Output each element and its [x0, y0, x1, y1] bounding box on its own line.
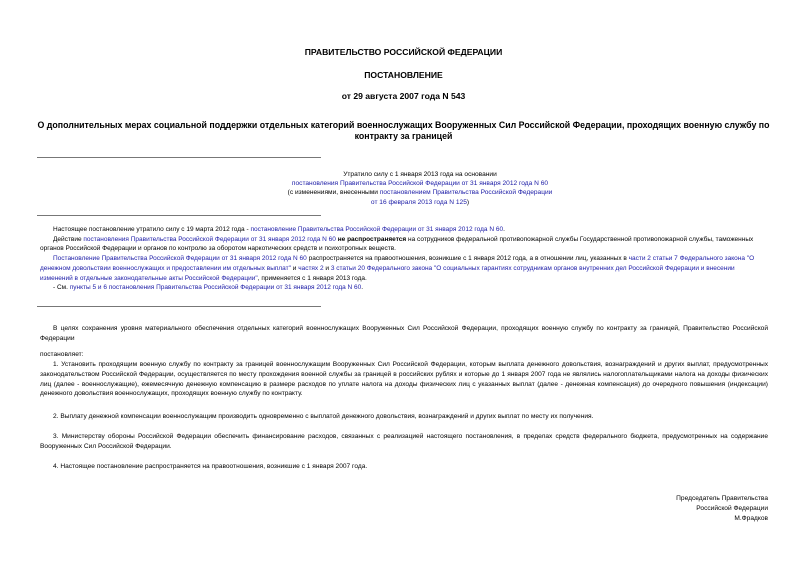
paragraph-4: 4. Настоящее постановление распространяется на правоотношения, возникшие с 1 января 2007 года. [53, 463, 368, 470]
lost-force-note [245, 170, 595, 207]
amendment-date-link[interactable]: от 16 февраля 2013 года N 125 [370, 198, 467, 206]
amendment-link[interactable]: постановлением Правительства Российской Федерации [379, 189, 553, 197]
lost-force-changes-text: (с изменениями, внесенными [287, 189, 380, 197]
editorial-notes [40, 225, 768, 293]
document-date-number: от 29 августа 2007 года N 543 [341, 91, 466, 101]
resolves: постановляет: [40, 351, 84, 358]
note-link[interactable]: постановления Правительства Российской Федерации от 31 января 2012 года N 60 [83, 235, 336, 243]
government-heading: ПРАВИТЕЛЬСТВО РОССИЙСКОЙ ФЕДЕРАЦИИ [304, 47, 503, 57]
paragraph-1: 1. Установить проходящим военную службу по контракту за границей военнослужащим Вооруженных Сил Российской Федерации, которым выплата денежного довольствия, вознаграждений и других выплат, предусмотренных законодательством Российской Федерации, осуществляется по месту прохождения военной службы за границей в российских рублях и которые до 1 января 2007 года не являлись налогоплательщиками налога на доходы физических лиц (далее - военнослужащие), ежемесячную денежную компенсацию в размере расходов по уплате налога на доходы физических лиц с указанных выплат (далее - денежная компенсация) до очередного повышения (индексации) денежного довольствия военнослужащих, проходящих военную службу по контракту. [40, 361, 768, 398]
signatory-name: М.Фрадков [734, 514, 768, 522]
note-lost-force: Настоящее постановление утратило силу с 19 марта 2012 года - постановление Правительства Российской Федерации от 31 января 2012 года N 60. [53, 226, 505, 233]
note-link[interactable]: Постановление Правительства Российской Федерации от 31 января 2012 года N 60 [53, 255, 307, 263]
signature-block [560, 494, 768, 523]
preamble: В целях сохранения уровня материального обеспечения отдельных категорий военнослужащих Вооруженных Сил Российской Федерации, проходящих военную службу по контракту за границей, Правительство Российской Федерации [40, 325, 768, 342]
note-see-also: - См. пункты 5 и 6 постановления Правительства Российской Федерации от 31 января 2012 года N 60. [53, 284, 364, 292]
divider [37, 157, 321, 158]
note-link[interactable]: пункты 5 и 6 постановления Правительства Российской Федерации от 31 января 2012 года N 60 [69, 284, 362, 292]
paragraph-3: 3. Министерству обороны Российской Федерации обеспечить финансирование расходов, связанных с реализацией настоящего постановления, в пределах средств федерального бюджета, предусмотренных на содержание Вооруженных Сил Российской Федерации. [40, 433, 768, 450]
note-link[interactable]: постановление Правительства Российской Федерации от 31 января 2012 года N 60 [250, 226, 504, 233]
note-link[interactable]: частях 2 [298, 264, 324, 272]
note-not-applicable: Действие постановления Правительства Российской Федерации от 31 января 2012 года N 60 не распространяется на сотрудников федеральной противопожарной службы Государственной противопожарной службы, таможенных органов Российской Федерации и органов по контролю за оборотом наркотических средств и психотропных веществ. [40, 235, 754, 253]
note-link[interactable]: 3 статьи 20 Федерального закона "О социальных гарантиях сотрудникам органов внутренних дел Российской Федерации и внесении изменений в отдельные законодательные акты Российской Федерации" [40, 264, 735, 282]
divider [37, 306, 321, 307]
divider [37, 215, 321, 216]
signatory-org: Российской Федерации [696, 504, 768, 512]
lost-force-line: Утратило силу с 1 января 2013 года на основании [343, 171, 497, 178]
closing-paren: ) [466, 198, 470, 206]
paragraph-2: 2. Выплату денежной компенсации военнослужащим производить одновременно с выплатой денежного довольствия, вознаграждений и других выплат по месту их получения. [53, 413, 594, 420]
signatory-title: Председатель Правительства [676, 495, 768, 502]
document-title: О дополнительных мерах социальной поддержки отдельных категорий военнослужащих Вооруженных Сил Российской Федерации, проходящих военную службу по контракту за границей [37, 120, 770, 141]
note-applies: Постановление Правительства Российской Федерации от 31 января 2012 года N 60 распространяется на правоотношения, возникшие с 1 января 2012 года, а в отношении лиц, указанных в части 2 статьи 7 Федерального закона "О денежном довольствии военнослужащих и предоставлении им отдельных выплат" и частях 2 и 3 статьи 20 Федерального закона "О социальных гарантиях сотрудникам органов внутренних дел Российской Федерации и внесении изменений в отдельные законодательные акты Российской Федерации", применяется с 1 января 2013 года. [40, 255, 755, 282]
lost-force-link[interactable]: постановления Правительства Российской Федерации от 31 января 2012 года N 60 [291, 180, 549, 188]
document-type: ПОСТАНОВЛЕНИЕ [364, 70, 443, 80]
note-link[interactable]: части 2 статьи 7 Федерального закона "О денежном довольствии военнослужащих и предоставлении им отдельных выплат" [40, 255, 755, 272]
